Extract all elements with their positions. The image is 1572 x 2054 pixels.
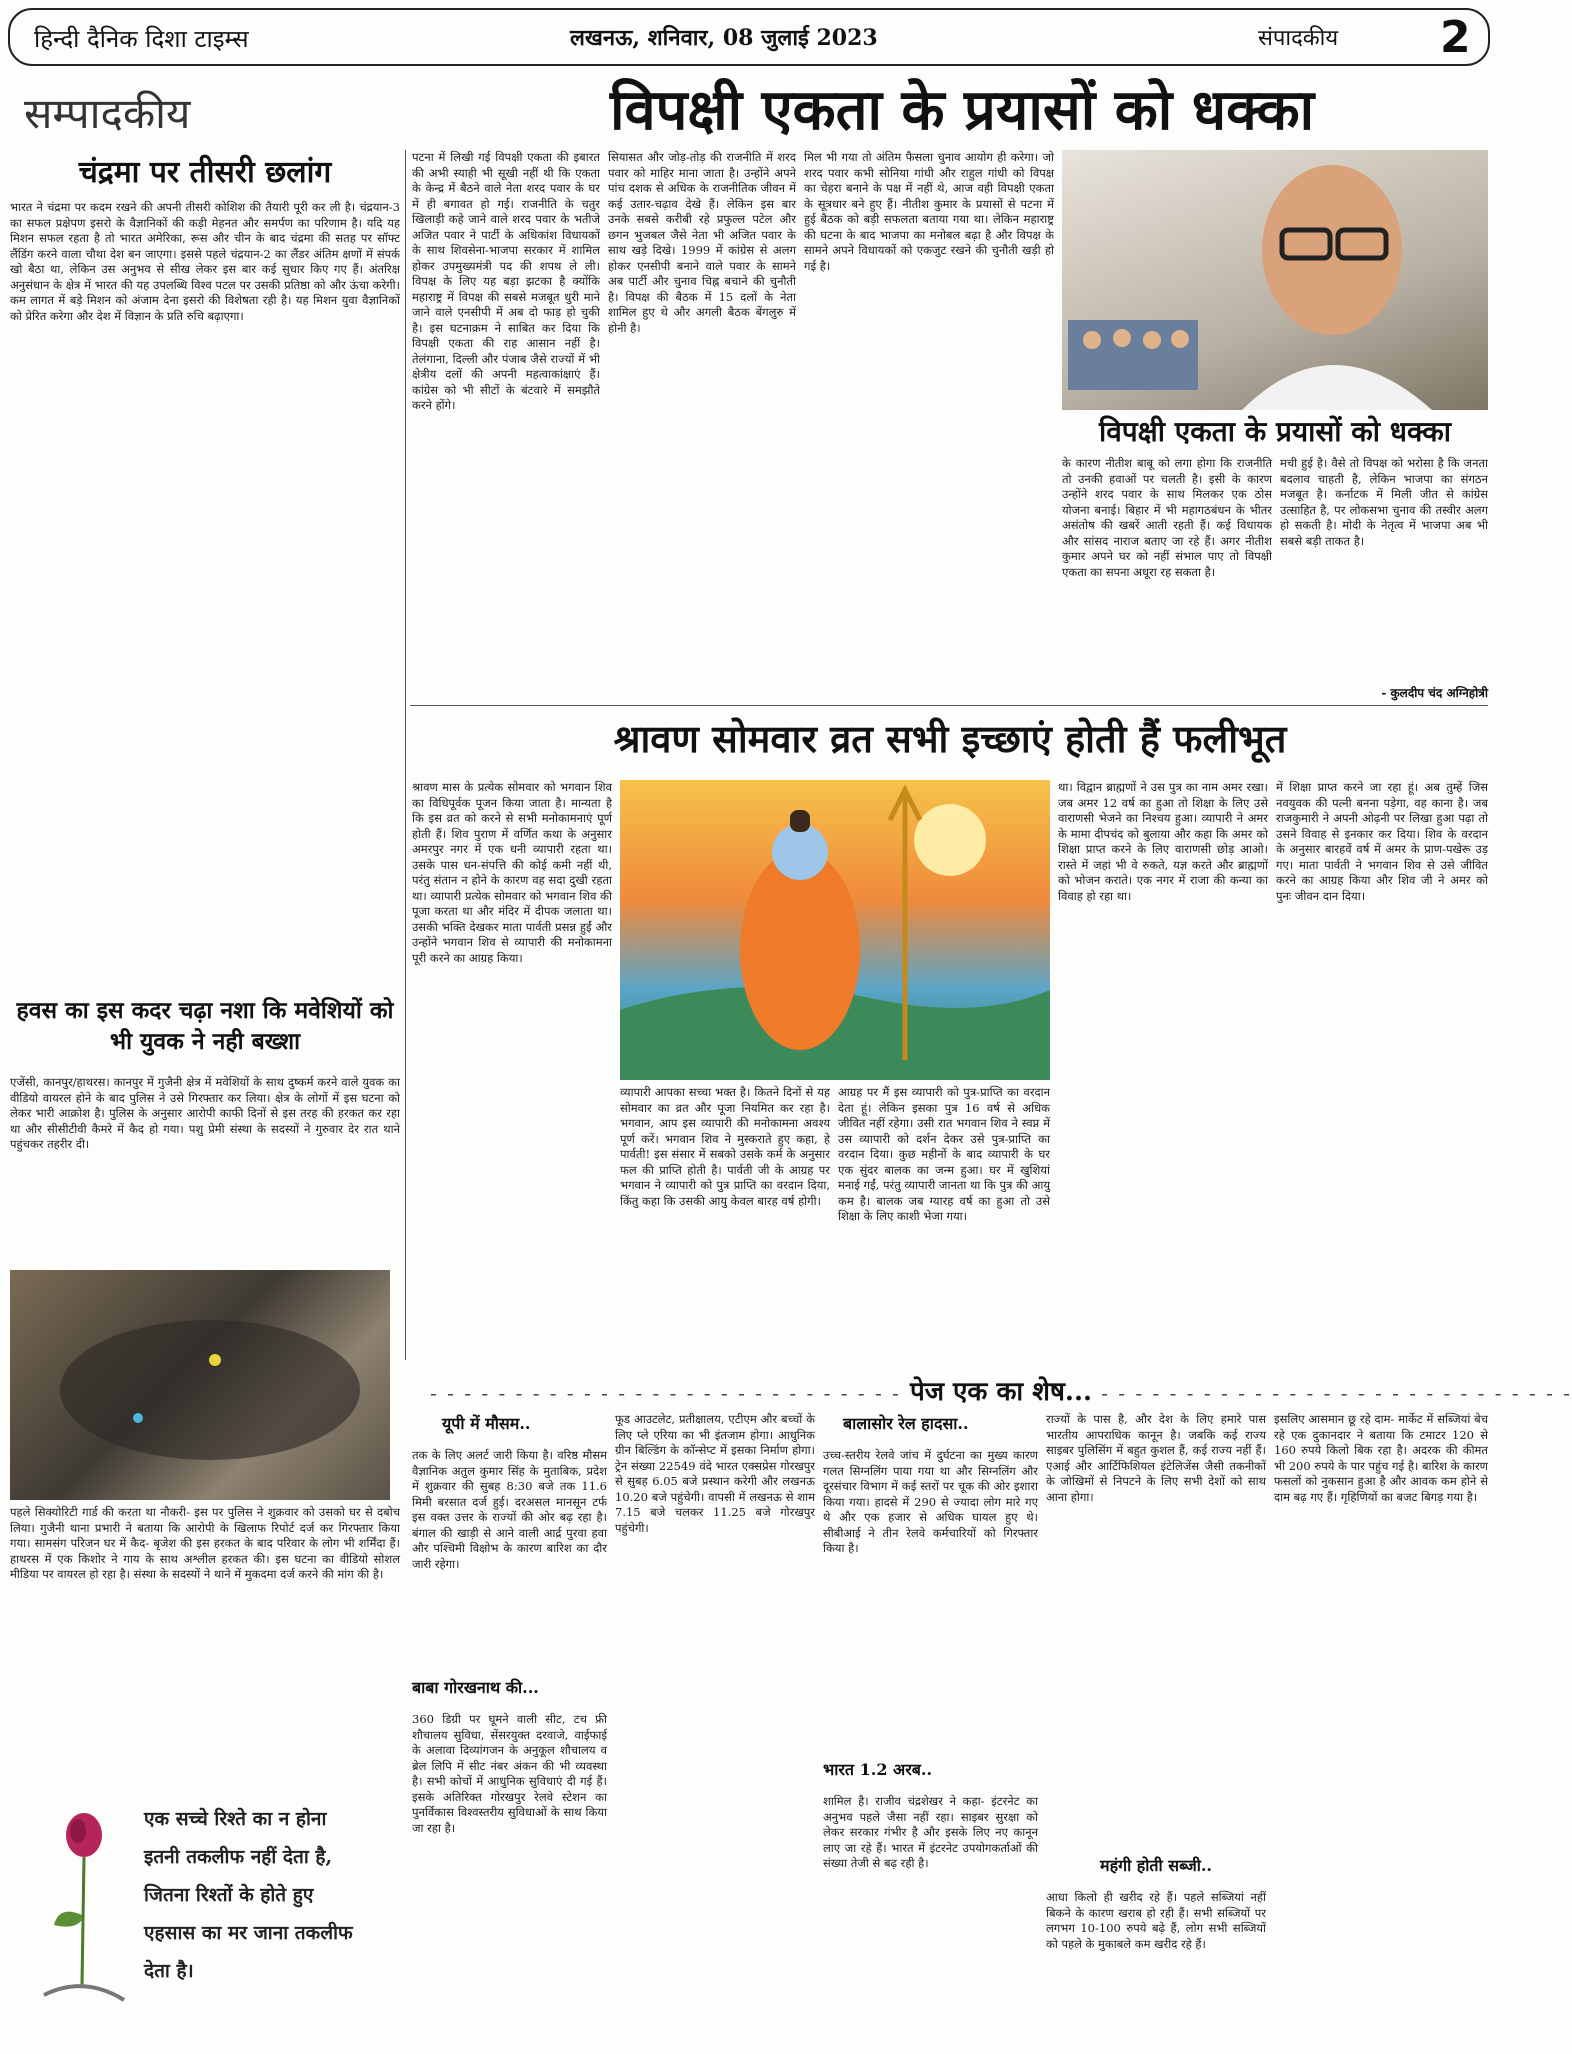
cont-item-body: तक के लिए अलर्ट जारी किया है। वरिष्ठ मौसम वैज्ञानिक अतुल कुमार सिंह के मुताबिक, प्रदेश में शुक्रवार की सुबह 8:30 बजे तक 11.6 मिमी बरसात दर्ज हुई। दरअसल मानसून टर्फ इस वक्त उत्तर के राज्यों की ओर बढ़ रहा है। बंगाल की खाड़ी से आने वाली आर्द्र पुरवा हवा और पश्चिमी विक्षोभ के कारण बारिश का दौर जारी रहेगा। <box>412 1448 607 1571</box>
quote-line: इतनी तकलीफ नहीं देता है, <box>144 1846 333 1868</box>
article2-col5: में शिक्षा प्राप्त करने जा रहा हूं। अब तुम्हें जिस नवयुवक की पत्नी बनना पड़ेगा, वह काना है। जब राजकुमारी ने अपनी ओढ़नी पर लिखा हुआ पढ़ा तो उसने विवाह से इनकार कर दिया। शिव के वरदान के अनुसार बारहवें वर्ष में अमर के प्राण-पखेरू उड़ गए। माता पार्वती ने भगवान शिव से उसे जीवित करने का आग्रह किया और शिव जी ने अमर को पुनः जीवन दान दिया। <box>1276 780 1488 903</box>
main-article-col2: सियासत और जोड़-तोड़ की राजनीति में शरद पवार को माहिर माना जाता है। उन्होंने अपने पांच दशक से अधिक के राजनीतिक जीवन में कई उतार-चढ़ाव देखे हैं। लेकिन इस बार उनके सबसे करीबी रहे प्रफुल्ल पटेल और छगन भुजबल जैसे नेता भी अजित पवार के साथ खड़े दिखे। 1999 में कांग्रेस से अलग होकर एनसीपी बनाने वाले पवार के सामने अब पार्टी और चुनाव चिह्न बचाने की चुनौती है। विपक्ष की बैठक में 15 दलों के नेता शामिल हुए थे और अगली बैठक बेंगलुरु में होनी है। <box>608 150 796 335</box>
page-number: 2 <box>1440 12 1471 63</box>
cont-item-title: यूपी में मौसम.. <box>442 1414 531 1433</box>
cattle-photo-illustration <box>10 1270 390 1500</box>
article2-col4: था। विद्वान ब्राह्मणों ने उस पुत्र का नाम अमर रखा। जब अमर 12 वर्ष का हुआ तो शिक्षा के लिए उसे वाराणसी भेजने का निश्चय हुआ। व्यापारी ने अमर के मामा दीपचंद को बुलाया और कहा कि अमर को शिक्षा प्राप्त करने के लिए वाराणसी छोड़ आओ। रास्ते में जहां भी वे रुकते, यज्ञ करते और ब्राह्मणों को भोजन कराते। एक नगर में राजा की कन्या का विवाह हो रहा था। <box>1058 780 1268 903</box>
article2-col3: आग्रह पर मैं इस व्यापारी को पुत्र-प्राप्ति का वरदान देता हूं। लेकिन इसका पुत्र 16 वर्ष से अधिक जीवित नहीं रहेगा। उसी रात भगवान शिव ने स्वप्न में उस व्यापारी को दर्शन देकर उसे पुत्र-प्राप्ति का वरदान दिया। कुछ महीनों के बाद व्यापारी के घर एक सुंदर बालक का जन्म हुआ। घर में खुशियां मनाई गईं, परंतु व्यापारी जानता था कि पुत्र की आयु कम है। बालक जब ग्यारह वर्ष का हुआ तो उसे शिक्षा के लिए काशी भेजा गया। <box>838 1085 1050 1224</box>
main-article-col3: मिल भी गया तो अंतिम फैसला चुनाव आयोग ही करेगा। जो शरद पवार कभी सोनिया गांधी और राहुल गांधी को विपक्ष का चेहरा बनाने के पक्ष में नहीं थे, आज वही विपक्षी एकता के सूत्रधार बने हुए हैं। नीतीश कुमार के प्रयासों से पटना में हुई बैठक को बड़ी सफलता बताया गया था। लेकिन महाराष्ट्र की घटना के बाद भाजपा का मनोबल बढ़ा है और विपक्ष के सामने अपने विधायकों को एकजुट रखने की चुनौती खड़ी हो गई है। <box>804 150 1054 273</box>
editorial2-title: हवस का इस कदर चढ़ा नशा कि मवेशियों को भी युवक ने नही बख्शा <box>16 997 394 1056</box>
shiva-illustration <box>620 780 1050 1080</box>
dateline: लखनऊ, शनिवार, 08 जुलाई 2023 <box>570 25 878 51</box>
quote-line: जितना रिश्तों के होते हुए <box>144 1884 314 1906</box>
rose-icon <box>34 1805 124 2005</box>
photo-caption: विपक्षी एकता के प्रयासों को धक्का <box>1098 415 1452 448</box>
quote-box <box>14 1795 414 2015</box>
cont-col1 <box>412 1412 607 2032</box>
article2-col2: व्यापारी आपका सच्चा भक्त है। कितने दिनों से यह सोमवार का व्रत और पूजा नियमित कर रहा है। भगवान, आप इस व्यापारी की मनोकामना अवश्य पूर्ण करें। भगवान शिव ने मुस्कराते हुए कहा, हे पार्वती! इस संसार में सबको उसके कर्म के अनुसार फल की प्राप्ति होती है। पार्वती जी के आग्रह पर भगवान ने व्यापारी को पुत्र प्राप्ति का वरदान दिया, किंतु कहा कि उसकी आयु केवल बारह वर्ष होगी। <box>620 1085 830 1208</box>
cont-item-title: महंगी होती सब्जी.. <box>1100 1856 1212 1875</box>
section-divider <box>410 705 1488 706</box>
dashed-rule-right: - - - - - - - - - - - - - - - - - - - - - - - - - - - - <box>1101 1381 1572 1405</box>
cattle-photo <box>10 1270 390 1500</box>
quote-line: एहसास का मर जाना तकलीफ <box>144 1922 353 1944</box>
newspaper-name: हिन्दी दैनिक दिशा टाइम्स <box>34 25 249 53</box>
editorial2-body: एजेंसी, कानपुर/हाथरस। कानपुर में गुजैनी क्षेत्र में मवेशियों के साथ दुष्कर्म करने वाले युवक का वीडियो वायरल होने के बाद पुलिस ने उसे गिरफ्तार कर लिया। क्षेत्र के लोगों में इस घटना को लेकर भारी आक्रोश है। पुलिस के अनुसार आरोपी काफी दिनों से इस तरह की हरकत कर रहा था और सीसीटीवी कैमरे में कैद हो गया। पशु प्रेमी संस्था के सदस्यों ने गुरुवार देर रात थाने पहुंचकर तहरीर दी। <box>10 1075 400 1152</box>
main-article-col1: पटना में लिखी गई विपक्षी एकता की इबारत की अभी स्याही भी सूखी नहीं थी कि एकता के केन्द्र में बैठने वाले नेता शरद पवार के घर में ही बगावत हो गई। राजनीति के चतुर खिलाड़ी कहे जाने वाले शरद पवार के भतीजे अजित पवार ने पार्टी के अधिकांश विधायकों के साथ शिवसेना-भाजपा सरकार में शामिल होकर उपमुख्यमंत्री पद की शपथ ले ली। विपक्ष के लिए यह बड़ा झटका है क्योंकि महाराष्ट्र में विपक्ष की सबसे मजबूत धुरी माने जाने वाले एनसीपी में अब दो फाड़ हो चुकी है। इस घटनाक्रम ने साबित कर दिया कि विपक्षी एकता की राह आसान नहीं है। तेलंगाना, दिल्ली और पंजाब जैसे राज्यों में भी क्षेत्रीय दलों की अपनी महत्वाकांक्षाएं हैं। कांग्रेस को भी सीटों के बंटवारे में समझौते करने होंगे। <box>412 150 600 413</box>
quote-line: एक सच्चे रिश्ते का न होना <box>144 1808 327 1830</box>
editorial1-body: भारत ने चंद्रमा पर कदम रखने की अपनी तीसरी कोशिश की तैयारी पूरी कर ली है। चंद्रयान-3 का सफल प्रक्षेपण इसरो के वैज्ञानिकों की कड़ी मेहनत और समर्पण का परिणाम है। यदि यह मिशन सफल रहता है तो भारत अमेरिका, रूस और चीन के बाद चंद्रमा की सतह पर सॉफ्ट लैंडिंग करने वाला चौथा देश बन जाएगा। इससे पहले चंद्रयान-2 का लैंडर अंतिम क्षणों में संपर्क खो बैठा था, लेकिन उस अनुभव से सीख लेकर इस बार कई सुधार किए गए हैं। अंतरिक्ष अनुसंधान के क्षेत्र में भारत की यह उपलब्धि विश्व पटल पर उसकी प्रतिष्ठा को और ऊंचा करेगी। कम लागत में बड़े मिशन को अंजाम देना इसरो की विशेषता रही है। यह मिशन युवा वैज्ञानिकों को प्रेरित करेगा और देश में विज्ञान के प्रति रुचि बढ़ाएगा। <box>10 200 400 323</box>
author-byline: - कुलदीप चंद अग्निहोत्री <box>1381 686 1488 700</box>
cont-item-title: बालासोर रेल हादसा.. <box>843 1414 969 1433</box>
continued-title: पेज एक का शेष... <box>909 1377 1093 1407</box>
section-title: सम्पादकीय <box>24 89 191 138</box>
main-article-col5: मची हुई है। वैसे तो विपक्ष को भरोसा है कि जनता बदलाव चाहती है, लेकिन भाजपा का संगठन मजबूत है। कर्नाटक में मिली जीत से कांग्रेस उत्साहित है, पर लोकसभा चुनाव की तस्वीर अलग हो सकती है। मोदी के नेतृत्व में भाजपा अब भी सबसे बड़ी ताकत है। <box>1280 456 1488 548</box>
column-divider <box>405 150 406 1360</box>
editorial2-body-continued: पहले सिक्योरिटी गार्ड की करता था नौकरी- इस पर पुलिस ने शुक्रवार को उसको घर से दबोच लिया। गुजैनी थाना प्रभारी ने बताया कि आरोपी के खिलाफ रिपोर्ट दर्ज कर गिरफ्तार किया गया। सामसंग परिजन घर में कैद- बृजेश की इस हरकत के बाद परिवार के लोग भी शर्मिंदा हैं। हाथरस में एक किशोर ने गाय के साथ अश्लील हरकत की। इस घटना का वीडियो सोशल मीडिया पर वायरल हो रहा है। संस्था के सदस्यों ने थाने में मुकदमा दर्ज करने की मांग की है। <box>10 1505 400 1582</box>
cont-item-body: उच्च-स्तरीय रेलवे जांच में दुर्घटना का मुख्य कारण गलत सिग्नलिंग पाया गया था और सिग्नलिंग और दूरसंचार विभाग में कई स्तरों पर चूक की ओर इशारा किया गया। हादसे में 290 से ज्यादा लोग मारे गए थे और एक हजार से अधिक घायल हुए थे। सीबीआई ने तीन रेलवे कर्मचारियों को गिरफ्तार किया है। <box>823 1448 1038 1556</box>
politician-portrait-illustration <box>1062 150 1488 410</box>
banner-headline: विपक्षी एकता के प्रयासों को धक्का <box>610 77 1315 143</box>
lord-shiva-image <box>620 780 1050 1080</box>
continued-banner <box>430 1372 1572 1407</box>
article2-col1: श्रावण मास के प्रत्येक सोमवार को भगवान शिव का विधिपूर्वक पूजन किया जाता है। मान्यता है कि इस व्रत को करने से सभी मनोकामनाएं पूर्ण होती हैं। शिव पुराण में वर्णित कथा के अनुसार अमरपुर नगर में एक धनी व्यापारी रहता था। उसके पास धन-संपत्ति की कोई कमी नहीं थी, परंतु संतान न होने के कारण वह सदा दुखी रहता था। व्यापारी प्रत्येक सोमवार को भगवान शिव की पूजा करता था और मंदिर में दीपक जलाता था। उसकी भक्ति देखकर माता पार्वती प्रसन्न हुईं और उन्होंने भगवान शिव से व्यापारी की मनोकामना पूरी करने का आग्रह किया। <box>412 780 612 965</box>
main-article-col4: के कारण नीतीश बाबू को लगा होगा कि राजनीति तो उनकी हवाओं पर चलती है। इसी के कारण उन्होंने शरद पवार के साथ मिलकर एक ठोस योजना बनाई। बिहार में भी महागठबंधन के भीतर असंतोष की खबरें आती रहती हैं। कई विधायक और सांसद नाराज बताए जा रहे हैं। अगर नीतीश कुमार अपने घर को नहीं संभाल पाए तो विपक्षी एकता का सपना अधूरा रह सकता है। <box>1062 456 1272 579</box>
editorial1-title: चंद्रमा पर तीसरी छलांग <box>78 155 332 190</box>
cont-item-body: आधा किलो ही खरीद रहे हैं। पहले सब्जियां नहीं बिकने के कारण खराब हो रही हैं। सभी सब्जियों पर लगभग 10-100 रुपये बढ़े हैं, लोग सभी सब्जियों को पहले के मुकाबले कम खरीद रहे हैं। <box>1046 1890 1266 1951</box>
cont-item-body: राज्यों के पास है, और देश के लिए हमारे पास भारतीय आपराधिक कानून है। जबकि कई राज्य साइबर पुलिसिंग में बहुत कुशल हैं, कई राज्य नहीं हैं। एआई और आर्टिफिशियल इंटेलिजेंस जैसी तकनीकों के जोखिमों से निपटने के लिए सभी देशों को साथ आना होगा। <box>1046 1412 1266 1504</box>
cont-item-body: 360 डिग्री पर घूमने वाली सीट, टच फ्री शौचालय सुविधा, सेंसरयुक्त दरवाजे, वाईफाई के अलावा दिव्यांगजन के अनुकूल शौचालय व ब्रेल लिपि में सीट नंबर अंकन की भी व्यवस्था है। सभी कोचों में आधुनिक सुविधाएं दी गई हैं। इसके अतिरिक्त गोरखपुर रेलवे स्टेशन का पुनर्विकास विश्वस्तरीय सुविधाओं के साथ किया जा रहा है। <box>412 1712 607 1835</box>
sharad-pawar-photo <box>1062 150 1488 410</box>
cont-col2: फूड आउटलेट, प्रतीक्षालय, एटीएम और बच्चों के लिए प्ले एरिया का भी इंतजाम होगा। आधुनिक ग्रीन बिल्डिंग के कॉन्सेप्ट में इसका निर्माण होगा। ट्रेन संख्या 22549 वंदे भारत एक्सप्रेस गोरखपुर से सुबह 6.05 बजे प्रस्थान करेगी और लखनऊ 10.20 बजे पहुंचेगी। वापसी में लखनऊ से शाम 7.15 बजे चलकर 11.25 बजे गोरखपुर पहुंचेगी। <box>615 1412 815 1535</box>
cont-item-title: भारत 1.2 अरब.. <box>823 1760 933 1779</box>
cont-col4 <box>1046 1412 1266 2032</box>
cont-col3 <box>823 1412 1038 2032</box>
section-label: संपादकीय <box>1258 26 1339 51</box>
dashed-rule-left: - - - - - - - - - - - - - - - - - - - - - - - - - - - - <box>430 1381 901 1405</box>
cont-col5: इसलिए आसमान छू रहे दाम- मार्केट में सब्जियां बेच रहे एक दुकानदार ने बताया कि टमाटर 120 से 160 रुपये किलो बिक रहा है। अदरक की कीमत भी 200 रुपये के पार पहुंच गई है। बारिश के कारण फसलों को नुकसान हुआ है और आवक कम होने से दाम बढ़ गए हैं। गृहिणियों का बजट बिगड़ गया है। <box>1274 1412 1488 1504</box>
article2-headline: श्रावण सोमवार व्रत सभी इच्छाएं होती हैं फलीभूत <box>613 716 1287 761</box>
cont-item-title: बाबा गोरखनाथ की... <box>412 1678 539 1697</box>
cont-item-body: शामिल है। राजीव चंद्रशेखर ने कहा- इंटरनेट का अनुभव पहले जैसा नहीं रहा। साइबर सुरक्षा को लेकर सरकार गंभीर है और इसके लिए नए कानून लाए जा रहे हैं। भारत में इंटरनेट उपयोगकर्ताओं की संख्या तेजी से बढ़ रही है। <box>823 1794 1038 1871</box>
quote-line: देता है। <box>144 1960 194 1982</box>
